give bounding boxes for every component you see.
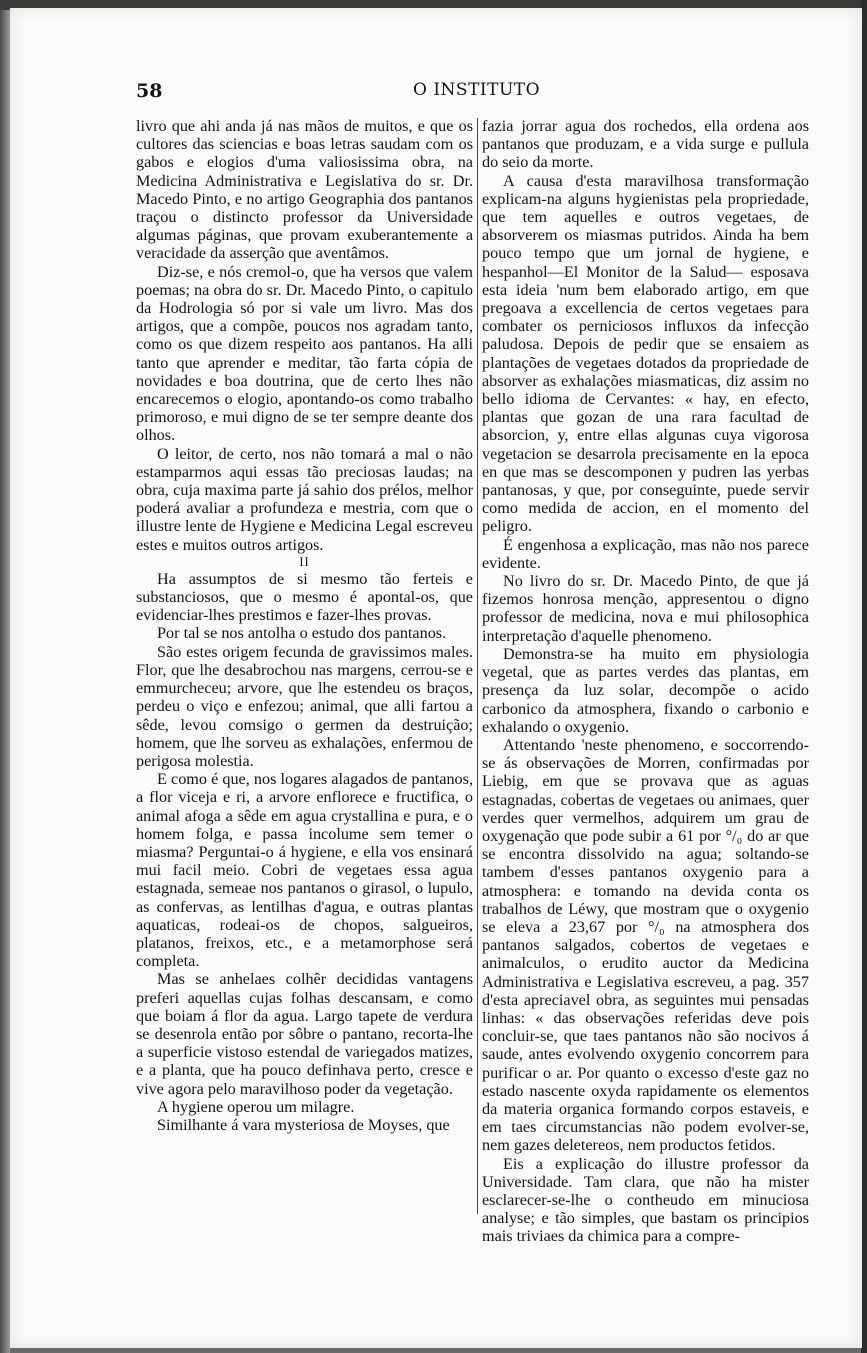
paragraph: A causa d'esta maravilhosa transformação explicam-na alguns hygienistas pela propriedade, que tem aquelles e outros vegetaes, de absorverem os miasmas putridos. Ainda ha bem pouco tempo que um jornal de hygiene, e hespanhol—El Monitor de la Salud— esposava esta ideia 'num bem elaborado artigo, em que pregoava a excellencia de certos vegetaes para combater os perniciosos influxos da infecção paludosa. Depois de pedir que se ensaiem as plantações de vegetaes dotados da propriedade de absorver as exhalações miasmaticas, diz assim no bello idioma de Cervantes: « hay, en efecto, plantas que gozan de una rara facultad de absorcion, y, entre ellas algunas cuya vigorosa vegetacion se desarrola precisamente en la epoca en que mas se descomponen y pudren las yerbas pantanosas, y que, por conseguinte, puede servir como medida de accion, en el momento del peligro. [482, 171, 809, 536]
paragraph: Diz-se, e nós cremol-o, que ha versos que valem poemas; na obra do sr. Dr. Macedo Pinto, o capitulo da Hodrologia só por si vale um livro. Mas dos artigos, que a compõe, poucos nos agradam tanto, como os que dizem respeito aos pantanos. Ha alli tanto que aprender e meditar, tão farta cópia de novidades e boa doutrina, que de certo lhes não encarecemos o elogio, apontando-os como trabalho primoroso, e mui digno de se ter sempre deante dos olhos. [136, 262, 473, 445]
right-column [482, 117, 809, 1246]
running-head: O INSTITUTO [413, 80, 541, 100]
paragraph: E como é que, nos logares alagados de pantanos, a flor viceja e ri, a arvore enflorece e fructifica, o animal afoga a sêde em agua crystallina e pura, e o homem folga, e passa incolume sem temer o miasma? Perguntai-o á hygiene, e ella vos ensinará mui facil meio. Cobri de vegetaes essa agua estagnada, semeae nos pantanos o girasol, o lupulo, as confervas, as lentilhas d'agua, e outras plantas aquaticas, rodeai-os de chopos, salgueiros, platanos, freixos, etc., e a metamorphose será completa. [136, 770, 473, 971]
paragraph: São estes origem fecunda de gravissimos males. Flor, que lhe desabrochou nas margens, cerrou-se e emmurcheceu; arvore, que lhe estendeu os braços, perdeu o viço e enfezou; animal, que alli fartou a sêde, levou comsigo o germen da destruição; homem, que lhe sorveu as exhalações, enfermou de perigosa molestia. [136, 642, 473, 770]
column-divider [477, 118, 478, 1214]
paragraph: Ha assumptos de si mesmo tão ferteis e substanciosos, que o mesmo é apontal-os, que evidenciar-lhes prestimos e fazer-lhes provas. [136, 569, 473, 625]
paragraph: No livro do sr. Dr. Macedo Pinto, de que já fizemos honrosa menção, appresentou o digno professor de medicina, nova e mui philosophica interpretação d'aquelle phenomeno. [482, 572, 809, 645]
paragraph: Similhante á vara mysteriosa de Moyses, que [157, 1115, 450, 1134]
paragraph: Mas se anhelaes colhêr decididas vantagens preferi aquellas cujas folhas descansam, e como que boiam á flor da agua. Largo tapete de verdura se desenrola então por sôbre o pantano, recorta-lhe a superficie vistoso estendal de variegados matizes, e a planta, que ha pouco definhava perto, cresce e vive agora pelo maravilhoso poder da vegetação. [136, 970, 473, 1098]
book-spine-edge [0, 10, 10, 1353]
paragraph: Attentando 'neste phenomeno, e soccorrendo-se ás observações de Morren, confirmadas por Liebig, em que se provava que as aguas estagnadas, cobertas de vegetaes ou animaes, quer verdes quer vermelhos, adquirem um grau de oxygenação que pode subir a 61 por °/₀ do ar que se encontra dissolvido na agua; soltando-se tambem d'esses pantanos oxygenio para a atmosphera: e tomando na devida conta os trabalhos de Léwy, que mostram que o oxygenio se eleva a 23,67 por °/₀ na atmosphera dos pantanos salgados, cobertos de vegetaes e animalculos, o erudito auctor da Medicina Administrativa e Legislativa escreveu, a pag. 357 d'esta apreciavel obra, as seguintes mui pensadas linhas: « das observações referidas deve pois concluir-se, que taes pantanos não são nocivos á saude, antes evolvendo oxygenio concorrem para purificar o ar. Por quanto o excesso d'este gaz no estado nascente oxyda rapidamente os elementos da materia organica formando corpos estaveis, e em taes circumstancias não podem evolver-se, nem gazes deletereos, nem productos fetidos. [482, 735, 809, 1155]
page-number: 58 [136, 80, 163, 102]
paragraph: livro que ahi anda já nas mãos de muitos, e que os cultores das sciencias e boas letras saudam com os gabos e elogios d'uma valiosissima obra, na Medicina Administrativa e Legislativa do sr. Dr. Macedo Pinto, e no artigo Geographia dos pantanos traçou o distincto professor da Universidade algumas páginas, que provam exuberantemente a veracidade da asserção que aventâmos. [136, 117, 473, 263]
section-heading: II [299, 554, 310, 569]
paragraph: É engenhosa a explicação, mas não nos parece evidente. [482, 535, 809, 572]
paragraph: Por tal se nos antolha o estudo dos pantanos. [157, 624, 447, 643]
left-column [136, 117, 473, 1134]
paragraph: Eis a explicação do illustre professor da Universidade. Tam clara, que não ha mister esclarecer-se-lhe o contheudo em minuciosa analyse; e tão simples, que bastam os principios mais triviaes da chimica para a compre- [482, 1154, 809, 1246]
paragraph: fazia jorrar agua dos rochedos, ella ordena aos pantanos que produzam, e a vida surge e pullula do seio da morte. [482, 117, 809, 172]
paragraph: A hygiene operou um milagre. [157, 1097, 355, 1116]
paragraph: Demonstra-se ha muito em physiologia vegetal, que as partes verdes das plantas, em presença da luz solar, decompõe o acido carbonico da atmosphera, fixando o carbonio e exhalando o oxygenio. [482, 644, 809, 736]
paragraph: O leitor, de certo, nos não tomará a mal o não estamparmos aqui essas tão preciosas laudas; na obra, cuja maxima parte já sahio dos prélos, melhor poderá avaliar a profundeza e mestria, com que o illustre lente de Hygiene e Medicina Legal escreveu estes e muitos outros artigos. [136, 444, 473, 554]
